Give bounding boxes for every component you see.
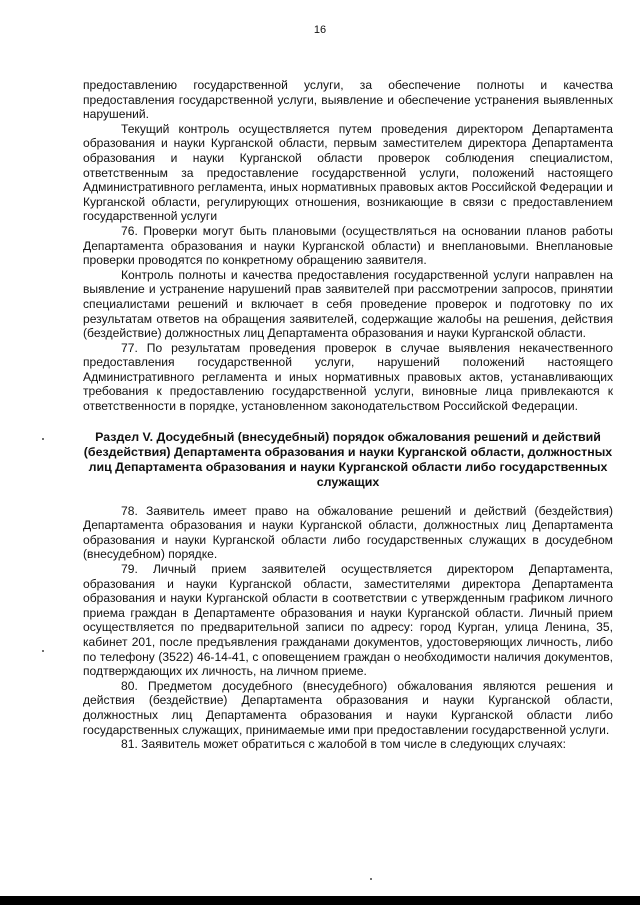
page-number: 16 <box>313 24 327 36</box>
document-body <box>83 78 613 752</box>
paragraph-81: 81. Заявитель может обратиться с жалобой в том числе в следующих случаях: <box>121 737 567 752</box>
scan-speck <box>42 650 44 652</box>
paragraph-continuation: предоставлению государственной услуги, за обеспечение полноты и качества предоставления государственной услуги, выявление и обеспечение устранения выявленных нарушений. <box>83 78 613 122</box>
paragraph-78: 78. Заявитель имеет право на обжалование решений и действий (бездействия) Департамента образования и науки Курганской области, должностных лиц Департамента образования и науки Курганской области либо государственных служащих в досудебном (внесудебном) порядке. <box>83 503 613 562</box>
section-title: Раздел V. Досудебный (внесудебный) порядок обжалования решений и действий (бездействия) Департамента образования и науки Курганской области, должностных лиц Департамента образования и науки Курганской области либо государственных служащих <box>83 429 613 489</box>
paragraph-76: 76. Проверки могут быть плановыми (осуществляться на основании планов работы Департамента образования и науки Курганской области) и внеплановыми. Внеплановые проверки проводятся по конкретному обращению заявителя. <box>83 223 613 268</box>
scan-speck <box>370 878 372 880</box>
scan-bottom-edge <box>0 896 640 905</box>
scan-speck <box>42 438 44 440</box>
paragraph-80: 80. Предметом досудебного (внесудебного) обжалования являются решения и действия (бездействие) Департамента образования и науки Курганской области, должностных лиц Департамента образования и науки Курганской области либо государственных служащих, принимаемые ими при предоставлении государственной услуги. <box>83 678 613 737</box>
paragraph-current-control: Текущий контроль осуществляется путем проведения директором Департамента образования и науки Курганской области, первым заместителем директора Департамента образования и науки Курганской области проверок соблюдения специалистом, ответственным за предоставление государственной услуги, положений настоящего Административного регламента, иных нормативных правовых актов Российской Федерации и Курганской области, регулирующих отношения, возникающие в связи с предоставлением государственной услуги <box>83 121 613 224</box>
paragraph-79: 79. Личный прием заявителей осуществляется директором Департамента, образования и науки Курганской области, заместителями директора Департамента образования и науки Курганской области в соответствии с утвержденным графиком личного приема граждан в Департаменте образования и науки Курганской области. Личный прием осуществляется по предварительной записи по адресу: город Курган, улица Ленина, 35, кабинет 201, после предъявления гражданами документов, удостоверяющих личность, либо по телефону (3522) 46-14-41, с оповещением граждан о необходимости наличия документов, подтверждающих их личность, на личном приеме. <box>83 562 613 679</box>
paragraph-quality-control: Контроль полноты и качества предоставления государственной услуги направлен на выявление и устранение нарушений прав заявителей при рассмотрении запросов, принятии специалистами решений и включает в себя проведение проверок и подготовку по их результатам ответов на обращения заявителей, содержащие жалобы на решения, действия (бездействие) должностных лиц Департамента образования и науки Курганской области. <box>83 267 613 341</box>
paragraph-77: 77. По результатам проведения проверок в случае выявления некачественного предоставления государственной услуги, нарушений положений настоящего Административного регламента и иных нормативных правовых актов, устанавливающих требования к предоставлению государственной услуги, виновные лица привлекаются к ответственности в порядке, установленном законодательством Российской Федерации. <box>83 340 613 414</box>
